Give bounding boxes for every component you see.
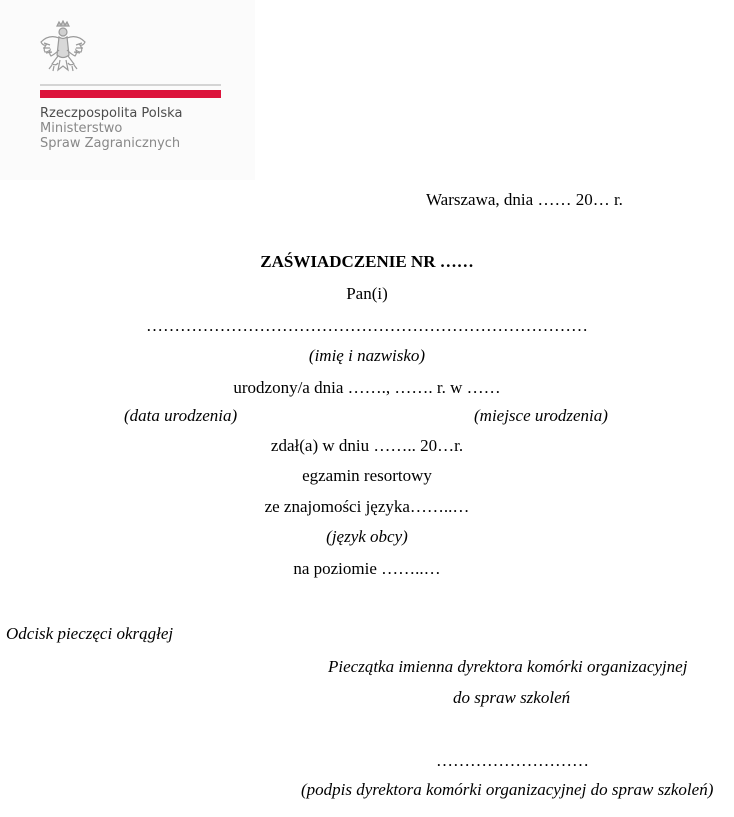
certificate-title: ZAŚWIADCZENIE NR ……	[260, 252, 474, 271]
name-placeholder: ……………………………………………………………………	[146, 316, 588, 335]
ministry-line-2: Spraw Zagranicznych	[40, 136, 181, 151]
salutation: Pan(i)	[346, 284, 388, 303]
birth-line: urodzony/a dnia ……., ……. r. w ……	[233, 378, 501, 397]
language-line: ze znajomości języka……..…	[264, 497, 470, 516]
signature-caption: (podpis dyrektora komórki organizacyjnej do spraw szkoleń)	[301, 780, 714, 799]
seal-caption: Odcisk pieczęci okrągłej	[6, 624, 174, 643]
language-caption: (język obcy)	[326, 527, 408, 546]
signature-placeholder: ………………………	[436, 751, 589, 770]
birth-place-caption: (miejsce urodzenia)	[474, 406, 608, 425]
polish-eagle-emblem-icon	[38, 20, 88, 75]
stamp-caption-line-2: do spraw szkoleń	[453, 688, 571, 707]
letterhead	[0, 0, 255, 180]
place-and-date: Warszawa, dnia …… 20… r.	[426, 190, 623, 209]
ministry-line-1: Ministerstwo	[40, 121, 123, 136]
birth-date-caption: (data urodzenia)	[124, 406, 238, 425]
exam-date-line: zdał(a) w dniu …….. 20…r.	[270, 436, 464, 455]
red-divider	[40, 90, 221, 98]
stamp-caption-line-1: Pieczątka imienna dyrektora komórki organizacyjnej	[328, 657, 688, 676]
exam-line: egzamin resortowy	[302, 466, 432, 485]
name-caption: (imię i nazwisko)	[308, 346, 426, 365]
grey-divider	[40, 84, 221, 86]
level-line: na poziomie ……..…	[293, 559, 441, 578]
org-name: Rzeczpospolita Polska	[40, 106, 183, 121]
